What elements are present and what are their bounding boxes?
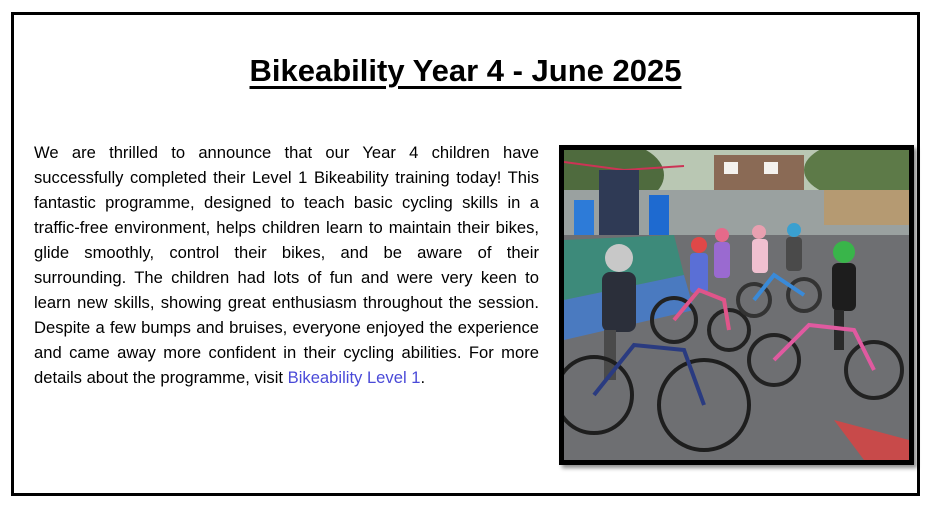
paragraph-text: We are thrilled to announce that our Year 4 children have successfully completed their Level 1 Bikeability training today! This fantastic programme, designed to teach basic cycling skills in a traffic-free environment, helps children learn to maintain their bikes, glide smoothly, control their bikes, and be aware of their surrounding. The children had lots of fun and were very keen to learn new skills, showing great enthusiasm throughout the session. Despite a few bumps and bruises, everyone enjoyed the experience and came away more confident in their cycling abilities. For more details about the programme, visit [34, 143, 539, 387]
notice-frame [11, 12, 920, 496]
page-title: Bikeability Year 4 - June 2025 [249, 53, 682, 88]
bikeability-level-1-link[interactable]: Bikeability Level 1 [287, 368, 421, 387]
article-paragraph [34, 140, 539, 390]
children-cycling-photo [559, 145, 914, 465]
paragraph-end: . [420, 368, 426, 387]
